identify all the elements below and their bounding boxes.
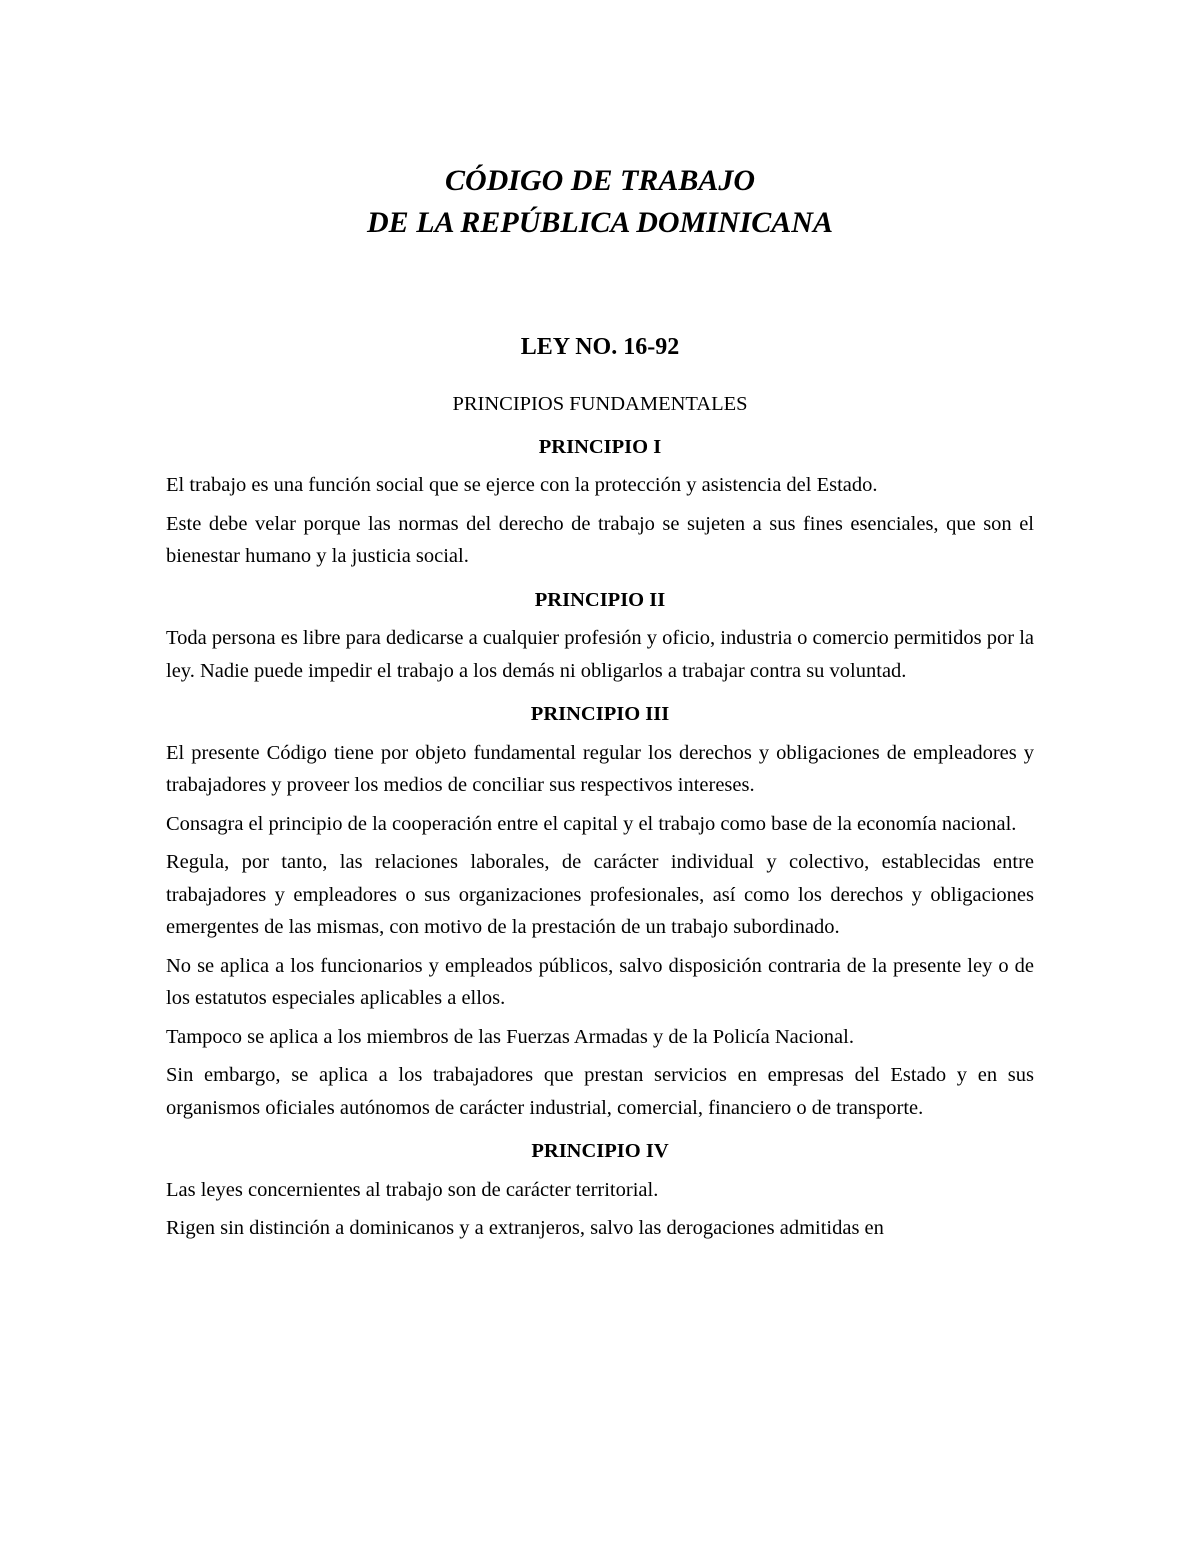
principle-3-paragraph: Sin embargo, se aplica a los trabajadores que prestan servicios en empresas del Estado y en sus organismos oficiales autónomos de carácter industrial, comercial, financiero o de transporte. — [166, 1064, 1034, 1119]
principle-1-paragraph: El trabajo es una función social que se ejerce con la protección y asistencia del Estado. — [166, 474, 878, 496]
principle-3-paragraph: Tampoco se aplica a los miembros de las Fuerzas Armadas y de la Policía Nacional. — [166, 1025, 854, 1048]
document-title — [0, 160, 1200, 244]
principle-2-heading: PRINCIPIO II — [534, 588, 666, 611]
principle-3-paragraph: No se aplica a los funcionarios y empleados públicos, salvo disposición contraria de la presente ley o de los estatutos especiales aplicables a ellos. — [166, 954, 1034, 1009]
principle-4-heading: PRINCIPIO IV — [531, 1140, 669, 1162]
principle-3-paragraph: Consagra el principio de la cooperación entre el capital y el trabajo como base de la economía nacional. — [166, 812, 1017, 835]
principle-1-heading: PRINCIPIO I — [538, 435, 662, 458]
principle-1-paragraph: Este debe velar porque las normas del derecho de trabajo se sujeten a sus fines esenciales, que son el bienestar humano y la justicia social. — [166, 512, 1034, 567]
principle-4-paragraph: Las leyes concernientes al trabajo son de carácter territorial. — [166, 1178, 659, 1201]
principle-3-paragraph: El presente Código tiene por objeto fundamental regular los derechos y obligaciones de empleadores y trabajadores y proveer los medios de conciliar sus respectivos intereses. — [166, 741, 1034, 796]
title-line-1: CÓDIGO DE TRABAJO — [444, 164, 756, 197]
section-heading: PRINCIPIOS FUNDAMENTALES — [452, 393, 748, 415]
document-body — [166, 388, 1034, 1245]
principle-3-paragraph: Regula, por tanto, las relaciones laborales, de carácter individual y colectivo, establecidas entre trabajadores y empleadores o sus organizaciones profesionales, así como los derechos y obligaciones emergentes de las mismas, con motivo de la prestación de un trabajo subordinado. — [166, 851, 1034, 938]
law-number: LEY NO. 16-92 — [520, 334, 680, 360]
title-line-2: DE LA REPÚBLICA DOMINICANA — [367, 206, 833, 239]
principle-4-paragraph: Rigen sin distinción a dominicanos y a extranjeros, salvo las derogaciones admitidas en — [166, 1217, 884, 1239]
principle-3-heading: PRINCIPIO III — [530, 703, 670, 725]
principle-2-paragraph: Toda persona es libre para dedicarse a cualquier profesión y oficio, industria o comercio permitidos por la ley. Nadie puede impedir el trabajo a los demás ni obligarlos a trabajar contra su voluntad. — [166, 627, 1034, 682]
